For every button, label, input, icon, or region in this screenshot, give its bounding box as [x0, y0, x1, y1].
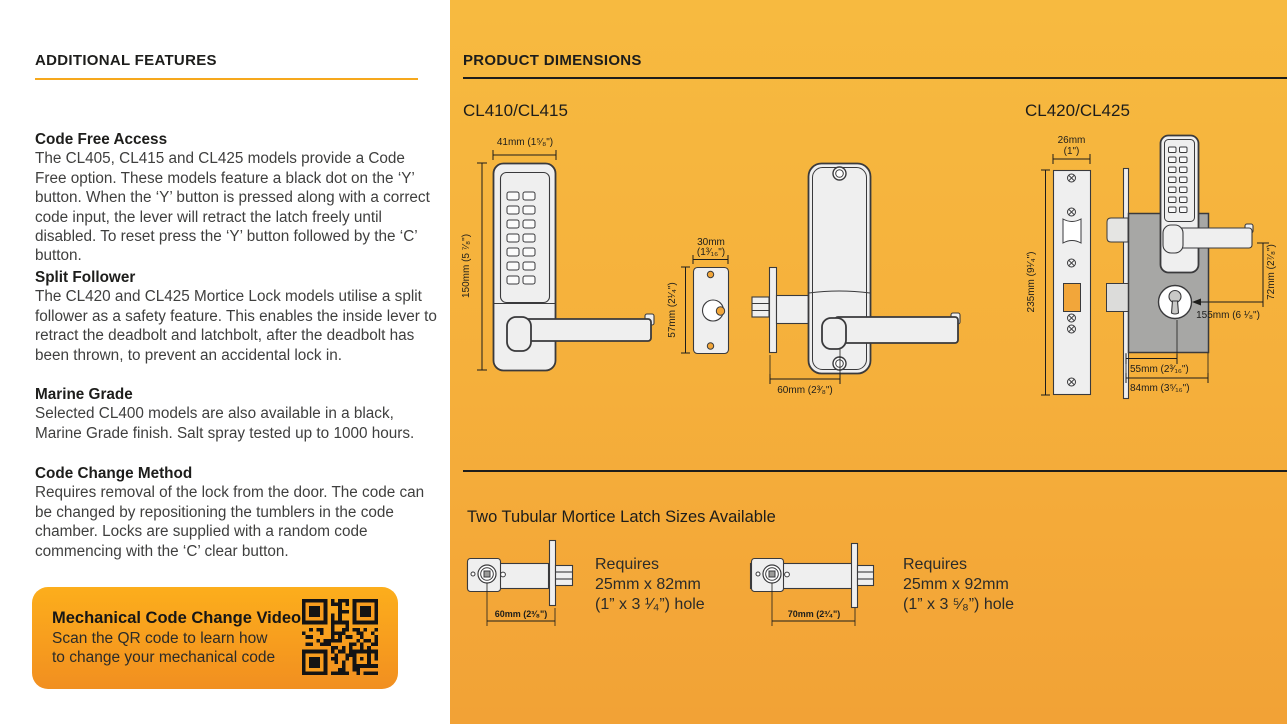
latchbolt — [1107, 218, 1128, 242]
cl410-side-view — [752, 164, 960, 374]
feature-body: The CL405, CL415 and CL425 models provide a Code Free option. These models feature a black dot on the ‘Y’ button. When the ‘Y’ button is pressed along with a correct code input, the lever will retract the latch freely until disabled. To reset press the ‘Y’ button followed by the ‘C’ button. — [35, 150, 430, 265]
cl410-front-view — [494, 164, 655, 371]
additional-features-panel — [0, 0, 450, 724]
feature-split-follower — [35, 268, 439, 365]
feature-title: Split Follower — [35, 269, 136, 286]
dim-latch-backset: 70mm (2³⁄₄") — [787, 609, 841, 619]
requires-line: Requires — [903, 556, 968, 573]
deadbolt-cutout — [1064, 284, 1081, 312]
latch-section-heading: Two Tubular Mortice Latch Sizes Available — [467, 508, 776, 526]
feature-marine-grade — [35, 385, 439, 443]
feature-body: Requires removal of the lock from the door. The code can be changed by repositioning the tumblers in the code chamber. Locks are supplied with a random code commencing with the ‘C’ clear button. — [35, 484, 425, 560]
qr-code-icon — [302, 599, 378, 675]
cl410-backplate-view — [694, 268, 729, 354]
model-label-cl420: CL420/CL425 — [1025, 101, 1130, 120]
latch-70mm-requirement — [903, 555, 1123, 615]
spindle — [752, 297, 769, 317]
screw — [833, 357, 846, 370]
cl420-case-view — [1107, 136, 1254, 399]
latchbolt — [858, 566, 874, 586]
feature-title: Marine Grade — [35, 386, 133, 403]
fixing-hole — [716, 307, 724, 315]
dim-cl420-facewidth-in: (1") — [1063, 146, 1080, 157]
cl410-dimension-diagram — [455, 125, 970, 405]
video-card-line: Scan the QR code to learn how — [52, 630, 268, 647]
requires-line: (1” x 3 ⁵⁄₈”) hole — [903, 596, 1015, 613]
feature-title: Code Free Access — [35, 131, 168, 148]
latchbolt — [556, 566, 573, 586]
feature-code-free-access — [35, 130, 439, 266]
dim-cl410-width-lines — [493, 150, 556, 160]
video-card-title: Mechanical Code Change Video — [52, 609, 302, 627]
latch-60mm-diagram — [455, 528, 605, 630]
dim-cl420-cyl-offset: 155mm (6 ¹⁄₈") — [1196, 310, 1260, 321]
orange-divider — [35, 78, 418, 80]
feature-body: The CL420 and CL425 Mortice Lock models utilise a split follower as a safety feature. This enables the inside lever to retract the deadbolt and latchbolt, after the deadbolt has been thrown, to prevent an accidental lock in. — [35, 288, 437, 364]
requires-line: Requires — [595, 556, 660, 573]
product-dimensions-heading: PRODUCT DIMENSIONS — [463, 52, 642, 69]
latch-cutout — [1063, 219, 1081, 243]
dim-latch-backset: 60mm (2³⁄₈") — [494, 609, 548, 619]
requires-line: 25mm x 82mm — [595, 576, 701, 593]
deadbolt — [1107, 284, 1129, 312]
feature-code-change-method — [35, 464, 439, 561]
dim-faceheight-lines — [1041, 170, 1050, 395]
requires-line: (1” x 3 ¹⁄₄”) hole — [595, 596, 705, 613]
cl420-faceplate — [1054, 171, 1091, 395]
dim-cl420-backset: 55mm (2³⁄₁₆") — [1130, 364, 1189, 375]
black-divider-top — [463, 77, 1287, 79]
dim-cl410-backset: 60mm (2³⁄₈") — [777, 385, 833, 396]
tubular-latch — [468, 541, 573, 606]
door-plate — [770, 268, 777, 353]
dim-plate-height-lines — [681, 267, 690, 353]
screw-hole — [707, 343, 713, 349]
dim-cl410-width: 41mm (1⁵⁄₈") — [496, 137, 554, 148]
cl420-dimension-diagram — [1020, 125, 1287, 405]
dim-cl420-lever-drop: 72mm (2⁷⁄₈") — [1266, 244, 1277, 300]
product-dimensions-panel — [450, 0, 1287, 724]
dim-cl420-faceheight: 235mm (9¹⁄₄") — [1026, 251, 1037, 313]
feature-title: Code Change Method — [35, 465, 193, 482]
additional-features-heading: ADDITIONAL FEATURES — [35, 52, 217, 69]
dim-plate-width-mm: 30mm — [697, 237, 725, 248]
euro-cylinder — [1159, 286, 1192, 319]
video-card-line: to change your mechanical code — [52, 649, 276, 666]
dim-cl410-height-lines — [477, 163, 487, 370]
dim-cl420-facewidth-mm: 26mm — [1057, 135, 1086, 146]
hub-shaft — [777, 296, 809, 324]
dim-plate-width-in: (1³⁄₁₆") — [696, 247, 726, 258]
dim-cl420-depth: 84mm (3⁵⁄₁₆") — [1130, 383, 1190, 394]
latch-60mm-requirement — [595, 555, 815, 615]
lever-handle — [822, 313, 960, 349]
feature-body: Selected CL400 models are also available in a black, Marine Grade finish. Salt spray tested up to 1000 hours. — [35, 405, 415, 442]
requires-line: 25mm x 92mm — [903, 576, 1009, 593]
black-divider-bottom — [463, 470, 1287, 472]
code-change-video-card — [32, 587, 398, 689]
screw — [833, 167, 846, 180]
lever-handle — [507, 314, 654, 351]
dim-cl410-height: 150mm (5 ⁷⁄₈") — [461, 233, 472, 299]
model-label-cl410: CL410/CL415 — [463, 101, 568, 120]
screw-hole — [707, 271, 713, 277]
dim-plate-height: 57mm (2¹⁄₄") — [667, 282, 678, 338]
